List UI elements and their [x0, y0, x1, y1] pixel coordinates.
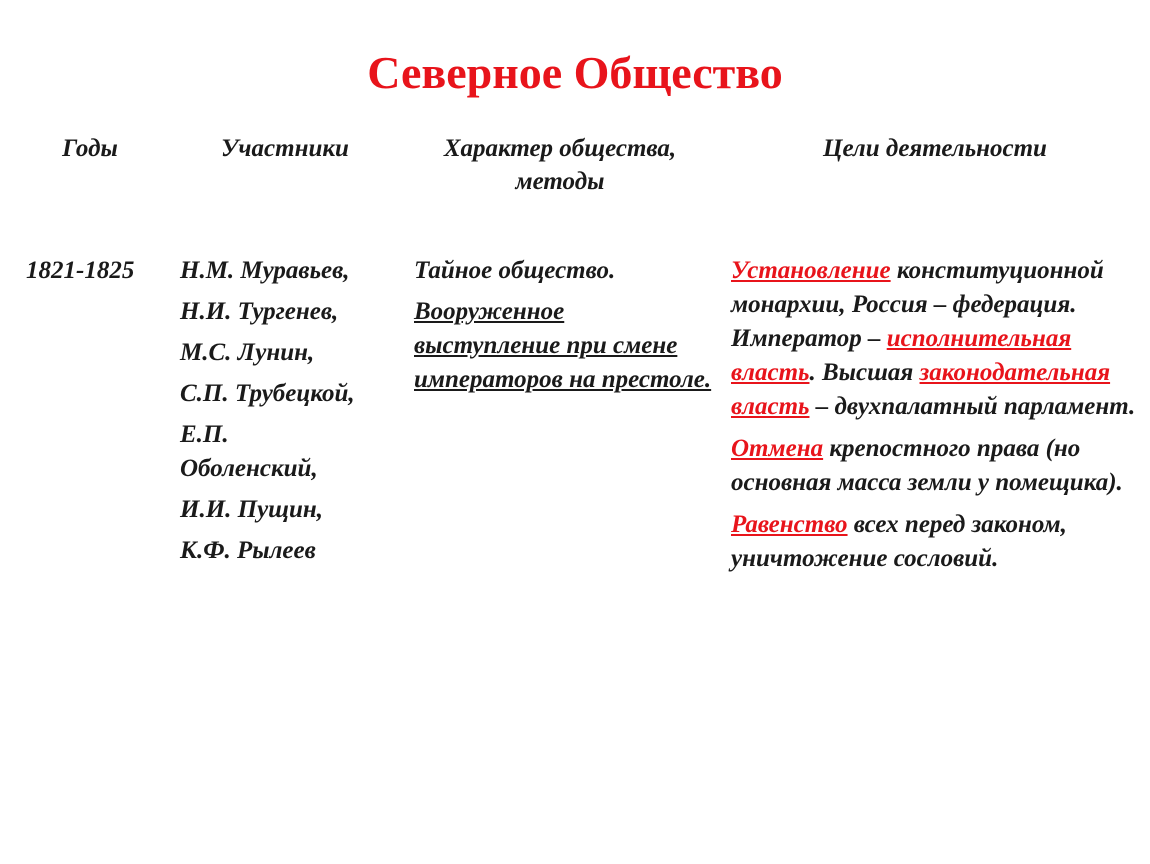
goal-text: конституционной монархии, Россия – федерация. Император –: [731, 257, 1104, 352]
goal-text: всех перед законом, уничтожение сословий.: [731, 511, 1067, 572]
years-cell: 1821-1825: [26, 257, 135, 284]
member-item: И.И. Пущин,: [180, 496, 324, 523]
armed-uprising-text: Вооруженное выступление при смене императоров на престоле.: [414, 298, 712, 393]
member-item: Е.П. Оболенский,: [180, 421, 318, 482]
goal-constitution: [731, 254, 1141, 424]
members-list: [180, 254, 395, 568]
goal-text: . Высшая: [809, 359, 920, 386]
character-cell: [414, 254, 714, 397]
highlight-establishment: Установление: [731, 257, 891, 284]
highlight-executive-power: исполнительная власть: [731, 325, 1072, 386]
page-title: Северное Общество: [367, 47, 783, 98]
goal-text: крепостного права (но основная масса земли у помещика).: [731, 435, 1123, 496]
goal-serfdom: [731, 432, 1141, 500]
member-item: М.С. Лунин,: [180, 339, 315, 366]
goal-text: – двухпалатный парламент.: [809, 393, 1136, 420]
member-item: С.П. Трубецкой,: [180, 380, 355, 407]
header-members: Участники: [221, 135, 349, 162]
goal-equality: [731, 508, 1141, 576]
highlight-abolition: Отмена: [731, 435, 824, 462]
header-years: Годы: [62, 135, 118, 162]
header-character: Характер общества, методы: [443, 135, 677, 195]
member-item: К.Ф. Рылеев: [180, 537, 316, 564]
highlight-legislative-power: законодательная власть: [731, 359, 1111, 420]
header-goals: Цели деятельности: [823, 135, 1047, 162]
highlight-equality: Равенство: [731, 511, 848, 538]
goals-cell: [731, 254, 1141, 576]
member-item: Н.М. Муравьев,: [180, 257, 350, 284]
member-item: Н.И. Тургенев,: [180, 298, 339, 325]
secret-society-text: Тайное общество.: [414, 257, 616, 284]
